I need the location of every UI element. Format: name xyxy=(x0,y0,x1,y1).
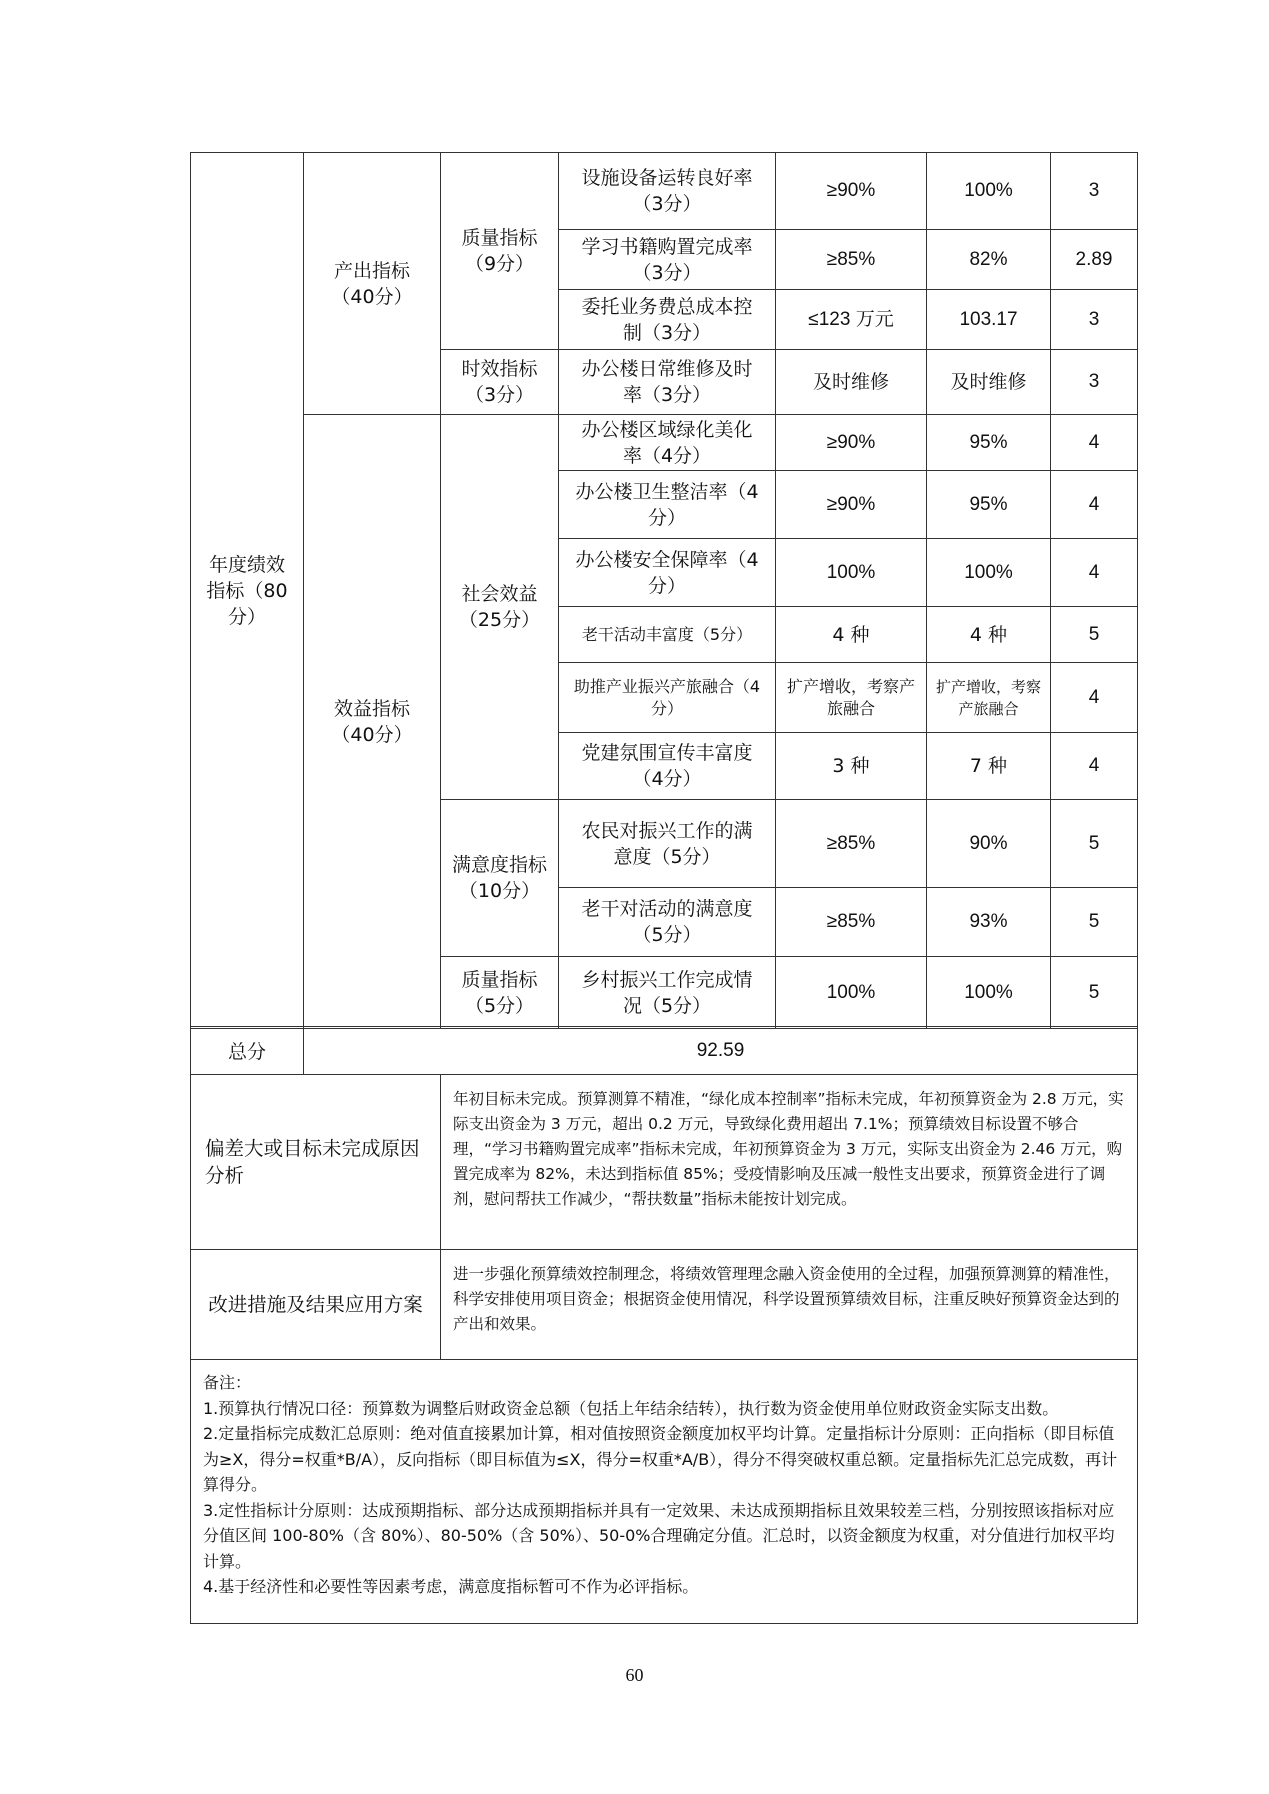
satisfaction-indicator-label: 满意度指标（10分） xyxy=(441,800,559,957)
score-value: 3 xyxy=(1051,350,1138,415)
actual-value: 及时维修 xyxy=(927,350,1051,415)
target-value: ≥90% xyxy=(776,153,927,230)
actual-value: 95% xyxy=(927,415,1051,471)
total-row xyxy=(191,1027,1138,1075)
indicator-name: 乡村振兴工作完成情况（5分） xyxy=(559,957,776,1029)
actual-value: 82% xyxy=(927,230,1051,290)
score-value: 4 xyxy=(1051,733,1138,800)
benefit-quality-indicator-label: 质量指标（5分） xyxy=(441,957,559,1029)
deviation-label: 偏差大或目标未完成原因分析 xyxy=(191,1075,441,1250)
social-benefit-label: 社会效益（25分） xyxy=(441,415,559,800)
score-value: 4 xyxy=(1051,415,1138,471)
deviation-text: 年初目标未完成。预算测算不精准，“绿化成本控制率”指标未完成，年初预算资金为 2.8 万元，实际支出资金为 3 万元，超出 0.2 万元，导致绿化费用超出 7.1%；预算绩效目标设置不够合理，“学习书籍购置完成率”指标未完成，年初预算资金为 3 万元，实际支出资金为 2.46 万元，购置完成率为 82%，未达到指标值 85%；受疫情影响及压减一般性支出要求，预算资金进行了调剂，慰问帮扶工作减少，“帮扶数量”指标未能按计划完成。 xyxy=(441,1075,1138,1250)
target-value: 100% xyxy=(776,957,927,1029)
indicator-name: 农民对振兴工作的满意度（5分） xyxy=(559,800,776,888)
note-item: 1.预算执行情况口径：预算数为调整后财政资金总额（包括上年结余结转），执行数为资金使用单位财政资金实际支出数。 xyxy=(203,1398,1059,1418)
indicator-name: 学习书籍购置完成率（3分） xyxy=(559,230,776,290)
target-value: ≥85% xyxy=(776,230,927,290)
improvement-text: 进一步强化预算绩效控制理念，将绩效管理理念融入资金使用的全过程，加强预算测算的精准性，科学安排使用项目资金；根据资金使用情况，科学设置预算绩效目标，注重反映好预算资金达到的产出和效果。 xyxy=(441,1250,1138,1360)
improvement-row xyxy=(191,1250,1138,1360)
timeliness-indicator-label: 时效指标（3分） xyxy=(441,350,559,415)
analysis-table xyxy=(190,1074,1138,1624)
target-value: ≥90% xyxy=(776,471,927,539)
target-value: 3 种 xyxy=(776,733,927,800)
target-value: 100% xyxy=(776,539,927,607)
score-value: 5 xyxy=(1051,957,1138,1029)
actual-value: 100% xyxy=(927,539,1051,607)
score-value: 3 xyxy=(1051,290,1138,350)
score-value: 4 xyxy=(1051,663,1138,733)
indicator-name: 老干活动丰富度（5分） xyxy=(559,607,776,663)
target-value: ≥85% xyxy=(776,800,927,888)
actual-value: 扩产增收，考察产旅融合 xyxy=(927,663,1051,733)
note-item: 3.定性指标计分原则：达成预期指标、部分达成预期指标并具有一定效果、未达成预期指标且效果较差三档，分别按照该指标对应分值区间 100-80%（含 80%）、80-50%（含 50%）、50-0%合理确定分值。汇总时，以资金额度为权重，对分值进行加权平均计算。 xyxy=(203,1500,1115,1571)
indicator-name: 助推产业振兴产旅融合（4分） xyxy=(559,663,776,733)
improvement-label: 改进措施及结果应用方案 xyxy=(191,1250,441,1360)
total-score: 92.59 xyxy=(304,1027,1138,1075)
actual-value: 7 种 xyxy=(927,733,1051,800)
actual-value: 95% xyxy=(927,471,1051,539)
score-value: 5 xyxy=(1051,607,1138,663)
score-value: 4 xyxy=(1051,539,1138,607)
indicator-name: 老干对活动的满意度（5分） xyxy=(559,888,776,957)
benefit-indicator-label: 效益指标（40分） xyxy=(304,415,441,1029)
target-value: 4 种 xyxy=(776,607,927,663)
target-value: ≥85% xyxy=(776,888,927,957)
deviation-row xyxy=(191,1075,1138,1250)
target-value: 及时维修 xyxy=(776,350,927,415)
indicator-name: 委托业务费总成本控制（3分） xyxy=(559,290,776,350)
score-value: 5 xyxy=(1051,888,1138,957)
actual-value: 90% xyxy=(927,800,1051,888)
table-row xyxy=(191,153,1138,230)
score-value: 4 xyxy=(1051,471,1138,539)
actual-value: 103.17 xyxy=(927,290,1051,350)
indicator-name: 办公楼安全保障率（4分） xyxy=(559,539,776,607)
actual-value: 100% xyxy=(927,153,1051,230)
note-item: 2.定量指标完成数汇总原则：绝对值直接累加计算，相对值按照资金额度加权平均计算。定量指标计分原则：正向指标（即目标值为≥X，得分=权重*B/A），反向指标（即目标值为≤X，得分=权重*A/B），得分不得突破权重总额。定量指标先汇总完成数，再计算得分。 xyxy=(203,1424,1118,1494)
quality-indicator-label: 质量指标（9分） xyxy=(441,153,559,350)
output-indicator-label: 产出指标（40分） xyxy=(304,153,441,415)
target-value: ≤123 万元 xyxy=(776,290,927,350)
notes-title: 备注： xyxy=(203,1373,252,1392)
indicator-name: 办公楼卫生整洁率（4分） xyxy=(559,471,776,539)
notes-cell xyxy=(191,1360,1138,1624)
total-label: 总分 xyxy=(191,1027,304,1075)
indicator-name: 设施设备运转良好率（3分） xyxy=(559,153,776,230)
score-value: 2.89 xyxy=(1051,230,1138,290)
actual-value: 4 种 xyxy=(927,607,1051,663)
performance-table xyxy=(190,152,1138,1029)
indicator-name: 党建氛围宣传丰富度（4分） xyxy=(559,733,776,800)
table-row xyxy=(191,415,1138,471)
score-value: 3 xyxy=(1051,153,1138,230)
indicator-name: 办公楼区域绿化美化率（4分） xyxy=(559,415,776,471)
score-value: 5 xyxy=(1051,800,1138,888)
target-value: ≥90% xyxy=(776,415,927,471)
annual-indicator-label: 年度绩效指标（80分） xyxy=(191,153,304,1029)
target-value: 扩产增收，考察产旅融合 xyxy=(776,663,927,733)
indicator-name: 办公楼日常维修及时率（3分） xyxy=(559,350,776,415)
actual-value: 100% xyxy=(927,957,1051,1029)
actual-value: 93% xyxy=(927,888,1051,957)
page-number: 60 xyxy=(625,1665,644,1685)
performance-summary-table xyxy=(190,1026,1138,1075)
note-item: 4.基于经济性和必要性等因素考虑，满意度指标暂可不作为必评指标。 xyxy=(203,1577,699,1596)
notes-row xyxy=(191,1360,1138,1624)
